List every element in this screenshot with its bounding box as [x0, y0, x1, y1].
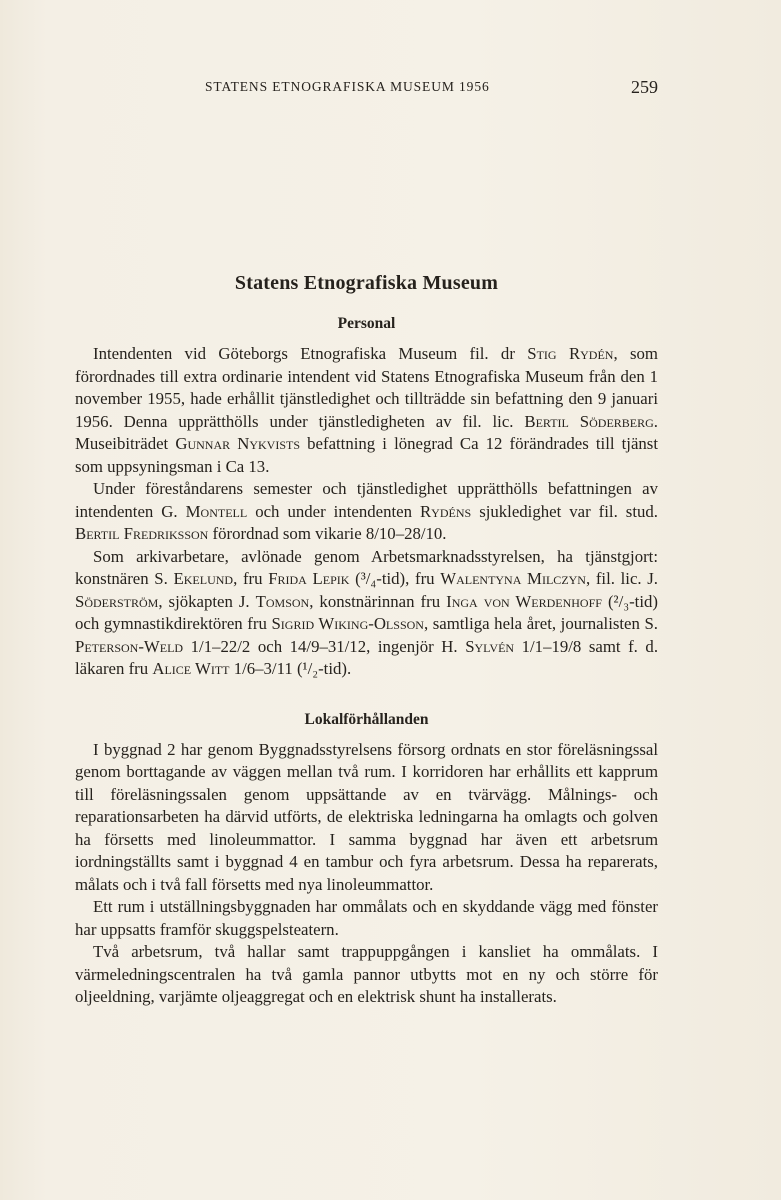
person-name: Söderström [75, 591, 159, 611]
text-run: befattning i lönegrad Ca 12 förändrades till tjänst som uppsyningsman i Ca 13. [75, 434, 658, 476]
person-name: Tomson [255, 591, 310, 611]
paragraph [75, 896, 658, 941]
text-run: 1/1–19/8 samt f. d. läkaren fru [75, 636, 659, 678]
person-name: Inga von Werdenhoff [446, 591, 602, 611]
paragraph [75, 478, 658, 546]
text-run: , samtliga hela året, journalisten S. [423, 614, 659, 633]
running-header-title: STATENS ETNOGRAFISKA MUSEUM 1956 [205, 79, 490, 94]
page-number: 259 [631, 77, 658, 97]
paragraph [75, 546, 658, 681]
person-name: Sylvén [465, 636, 515, 656]
person-name: Gunnar Nykvists [175, 434, 301, 453]
text-run: Under föreståndarens semester och tjänstledighet upprätthölls befattningen av intendenten G. [75, 479, 658, 521]
text-run: , fru [233, 569, 269, 588]
text-run: 1/1–22/2 och 14/9–31/12, ingenjör H. [183, 636, 466, 656]
text-run: (²/₃-tid) och gymnastikdirektören fru [75, 591, 658, 633]
text-run: Som arkivarbetare, avlönade genom Arbetsmarknadsstyrelsen, ha tjänstgjort: konstnären S. [75, 546, 658, 588]
text-run: 1/6–3/11 (¹/₂-tid). [229, 659, 352, 678]
running-header [75, 79, 658, 101]
text-run: Intendenten vid Göteborgs Etnografiska Museum fil. dr [93, 344, 528, 363]
person-name: Peterson-Weld [75, 636, 184, 656]
text-run: och under intendenten [247, 501, 420, 521]
text-run: sjukledighet var fil. stud. [471, 501, 658, 521]
paragraph [75, 739, 658, 897]
text-run: , sjökapten J. [158, 591, 256, 611]
person-name: Stig Rydén [527, 344, 614, 363]
paragraph [75, 941, 658, 1009]
person-name: Montell [185, 501, 248, 521]
paragraph [75, 343, 658, 478]
text-run: Två arbetsrum, två hallar samt trappuppgången i kansliet ha ommålats. I värmeledningscentralen ha två gamla pannor utbytts mot en ny och större för oljeeldning, varjämte oljeaggregat och en elektrisk shunt ha installerats. [75, 942, 658, 1006]
text-run: Ett rum i utställningsbyggnaden har ommålats och en skyddande vägg med fönster har uppsatts framför skuggspelsteatern. [75, 897, 658, 939]
person-name: Rydéns [419, 501, 472, 521]
text-run: förordnad som vikarie 8/10–28/10. [208, 524, 447, 543]
person-name: Bertil Fredriksson [75, 524, 209, 543]
section-lokalforhallanden [75, 711, 658, 1009]
person-name: Frida Lepik [268, 569, 350, 588]
text-run: (³/₄-tid), fru [349, 569, 441, 588]
section-heading: Personal [337, 315, 396, 332]
article-body [75, 272, 658, 1009]
text-run: I byggnad 2 har genom Byggnadsstyrelsens försorg ordnats en stor föreläsningssal genom borttagande av väggen mellan två rum. I korridoren har erhållits ett kapprum till föreläsningssalen genom uppsättande av en tvärvägg. Målnings- och reparationsarbeten ha därvid utförts, de elektriska ledningarna ha omlagts och golven ha försetts med linoleummattor. I samma byggnad har även ett arbetsrum iordningställts samt i byggnad 4 en tambur och fyra arbetsrum. Dessa ha reparerats, målats och i två fall försetts med nya linoleummattor. [75, 739, 658, 894]
section-personal [75, 315, 658, 681]
text-run: , som förordnades till extra ordinarie intendent vid Statens Etnografiska Museum från den 1 november 1955, hade erhållit tjänstledighet och tillträdde sin befattning den 9 januari 1956. Denna upprätthölls under tjänstledigheten av fil. lic. [75, 344, 658, 431]
section-heading: Lokalförhållanden [304, 710, 429, 728]
person-name: Bertil Söderberg [524, 411, 654, 431]
article-title: Statens Etnografiska Museum [234, 272, 499, 294]
person-name: Ekelund [173, 569, 234, 588]
person-name: Alice Witt [152, 659, 230, 678]
text-run: , fil. lic. J. [585, 569, 658, 588]
text-run: , konstnärinnan fru [309, 591, 447, 611]
person-name: Walentyna Milczyn [440, 569, 586, 588]
person-name: Sigrid Wiking-Olsson [271, 614, 424, 633]
text-run: . Museibiträdet [75, 411, 658, 453]
